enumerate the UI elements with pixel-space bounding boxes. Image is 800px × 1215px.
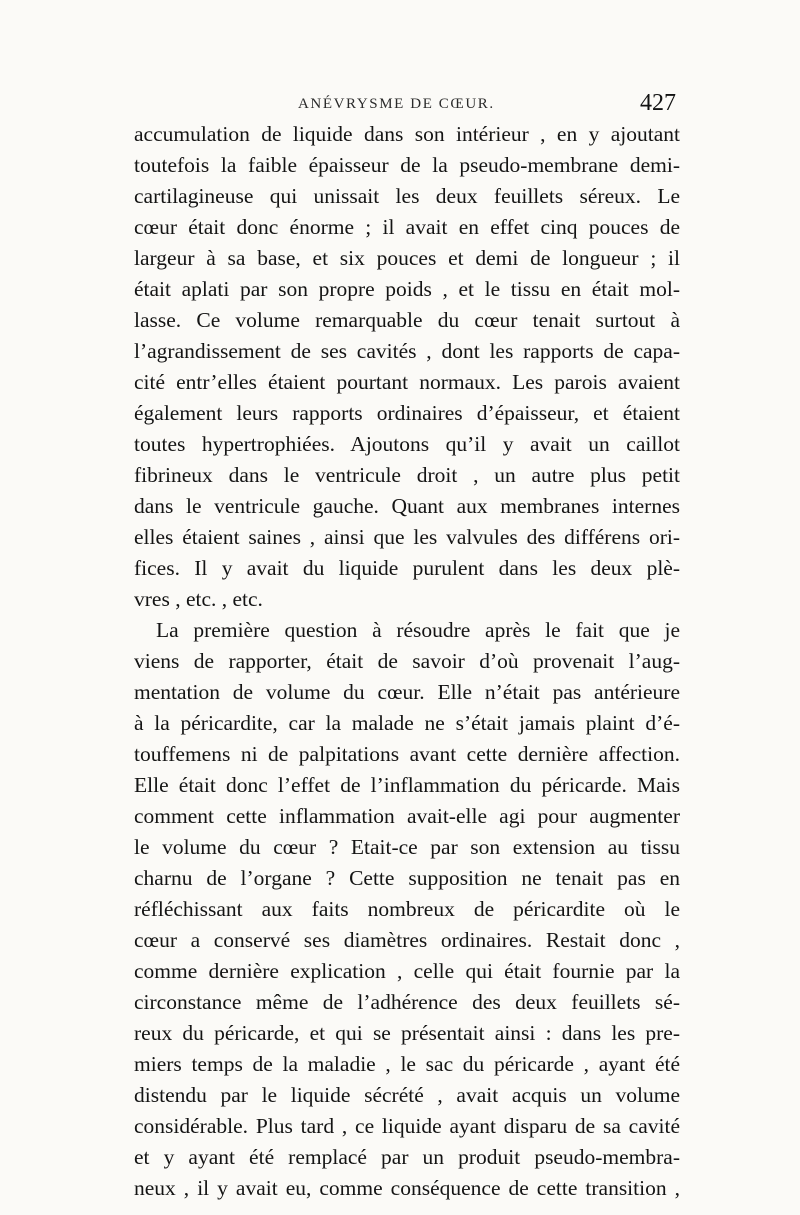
text-line: miers temps de la maladie , le sac du péricarde , ayant été bbox=[134, 1052, 680, 1076]
text-line: elles étaient saines , ainsi que les valvules des différens ori- bbox=[134, 525, 680, 549]
text-line: La première question à résoudre après le fait que je bbox=[156, 618, 680, 642]
text-line: à la péricardite, car la malade ne s’était jamais plaint d’é- bbox=[134, 711, 680, 735]
text-line: toutes hypertrophiées. Ajoutons qu’il y avait un caillot bbox=[134, 432, 680, 456]
text-line: cœur était donc énorme ; il avait en effet cinq pouces de bbox=[134, 215, 680, 239]
text-line: dans le ventricule gauche. Quant aux membranes internes bbox=[134, 494, 680, 518]
text-line: touffemens ni de palpitations avant cette dernière affection. bbox=[134, 742, 680, 766]
text-line: fibrineux dans le ventricule droit , un autre plus petit bbox=[134, 463, 680, 487]
text-line: et y ayant été remplacé par un produit pseudo-membra- bbox=[134, 1145, 680, 1169]
text-line: lasse. Ce volume remarquable du cœur tenait surtout à bbox=[134, 308, 680, 332]
text-line: considérable. Plus tard , ce liquide ayant disparu de sa cavité bbox=[134, 1114, 680, 1138]
text-line: accumulation de liquide dans son intérieur , en y ajoutant bbox=[134, 122, 680, 146]
page-number: 427 bbox=[640, 90, 676, 116]
text-line: était aplati par son propre poids , et le tissu en était mol- bbox=[134, 277, 680, 301]
text-line: charnu de l’organe ? Cette supposition ne tenait pas en bbox=[134, 866, 680, 890]
text-line: comment cette inflammation avait-elle agi pour augmenter bbox=[134, 804, 680, 828]
text-line: mentation de volume du cœur. Elle n’était pas antérieure bbox=[134, 680, 680, 704]
text-line: toutefois la faible épaisseur de la pseudo-membrane demi- bbox=[134, 153, 680, 177]
running-title: ANÉVRYSME DE CŒUR. bbox=[298, 96, 495, 112]
text-line: vres , etc. , etc. bbox=[134, 587, 263, 611]
text-line: l’agrandissement de ses cavités , dont les rapports de capa- bbox=[134, 339, 680, 363]
text-line: Elle était donc l’effet de l’inflammation du péricarde. Mais bbox=[134, 773, 680, 797]
text-line: largeur à sa base, et six pouces et demi de longueur ; il bbox=[134, 246, 680, 270]
text-line: cité entr’elles étaient pourtant normaux. Les parois avaient bbox=[134, 370, 680, 394]
text-line: fices. Il y avait du liquide purulent dans les deux plè- bbox=[134, 556, 680, 580]
text-line: circonstance même de l’adhérence des deux feuillets sé- bbox=[134, 990, 680, 1014]
text-line: réfléchissant aux faits nombreux de péricardite où le bbox=[134, 897, 680, 921]
text-line: distendu par le liquide sécrété , avait acquis un volume bbox=[134, 1083, 680, 1107]
text-line: le volume du cœur ? Etait-ce par son extension au tissu bbox=[134, 835, 680, 859]
text-line: viens de rapporter, était de savoir d’où provenait l’aug- bbox=[134, 649, 680, 673]
page-header bbox=[134, 88, 684, 118]
body-text bbox=[134, 119, 680, 1204]
text-line: également leurs rapports ordinaires d’épaisseur, et étaient bbox=[134, 401, 680, 425]
text-line: neux , il y avait eu, comme conséquence de cette transition , bbox=[134, 1176, 680, 1200]
text-line: cœur a conservé ses diamètres ordinaires. Restait donc , bbox=[134, 928, 680, 952]
text-line: reux du péricarde, et qui se présentait ainsi : dans les pre- bbox=[134, 1021, 680, 1045]
text-line: comme dernière explication , celle qui était fournie par la bbox=[134, 959, 680, 983]
text-line: cartilagineuse qui unissait les deux feuillets séreux. Le bbox=[134, 184, 680, 208]
